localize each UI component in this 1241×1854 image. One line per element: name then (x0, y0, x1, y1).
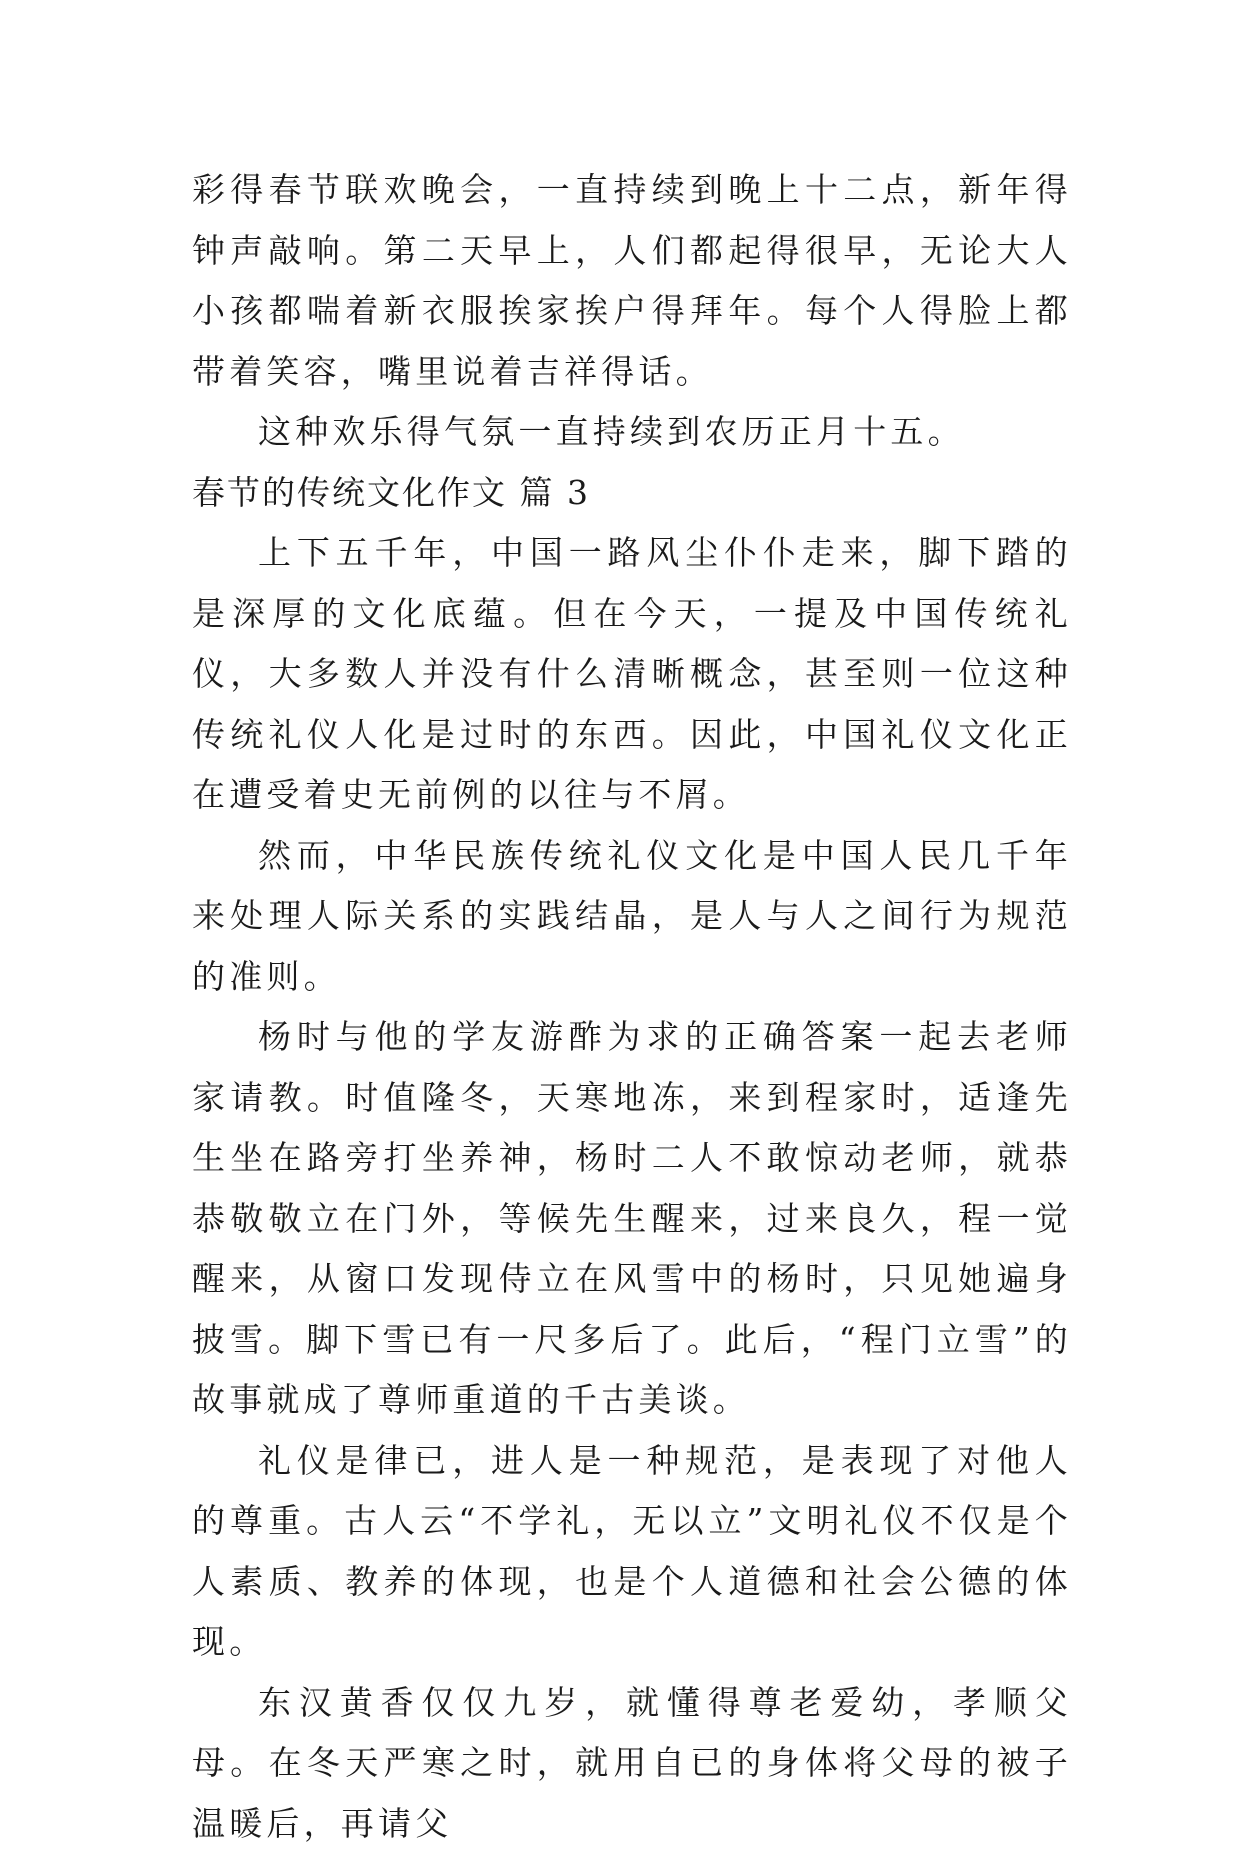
paragraph-5: 杨时与他的学友游酢为求的正确答案一起去老师家请教。时值隆冬，天寒地冻，来到程家时，适逢先生坐在路旁打坐养神，杨时二人不敢惊动老师，就恭恭敬敬立在门外，等候先生醒来，过来良久，程一觉醒来，从窗口发现侍立在风雪中的杨时，只见她遍身披雪。脚下雪已有一尺多后了。此后，“程门立雪”的故事就成了尊师重道的千古美谈。 (192, 1007, 1072, 1431)
paragraph-4: 然而，中华民族传统礼仪文化是中国人民几千年来处理人际关系的实践结晶，是人与人之间行为规范的准则。 (192, 826, 1072, 1008)
paragraph-3: 上下五千年，中国一路风尘仆仆走来，脚下踏的是深厚的文化底蕴。但在今天，一提及中国传统礼仪，大多数人并没有什么清晰概念，甚至则一位这种传统礼仪人化是过时的东西。因此，中国礼仪文化正在遭受着史无前例的以往与不屑。 (192, 523, 1072, 826)
paragraph-7: 东汉黄香仅仅九岁，就懂得尊老爱幼，孝顺父母。在冬天严寒之时，就用自已的身体将父母的被子温暖后，再请父 (192, 1673, 1072, 1854)
paragraph-2: 这种欢乐得气氛一直持续到农历正月十五。 (192, 402, 1072, 463)
section-heading: 春节的传统文化作文 篇 3 (192, 463, 1072, 524)
document-body (192, 160, 1072, 1854)
paragraph-6: 礼仪是律已，进人是一种规范，是表现了对他人的尊重。古人云“不学礼，无以立”文明礼仪不仅是个人素质、教养的体现，也是个人道德和社会公德的体现。 (192, 1431, 1072, 1673)
paragraph-1: 彩得春节联欢晚会，一直持续到晚上十二点，新年得钟声敲响。第二天早上，人们都起得很早，无论大人小孩都喘着新衣服挨家挨户得拜年。每个人得脸上都带着笑容，嘴里说着吉祥得话。 (192, 160, 1072, 402)
